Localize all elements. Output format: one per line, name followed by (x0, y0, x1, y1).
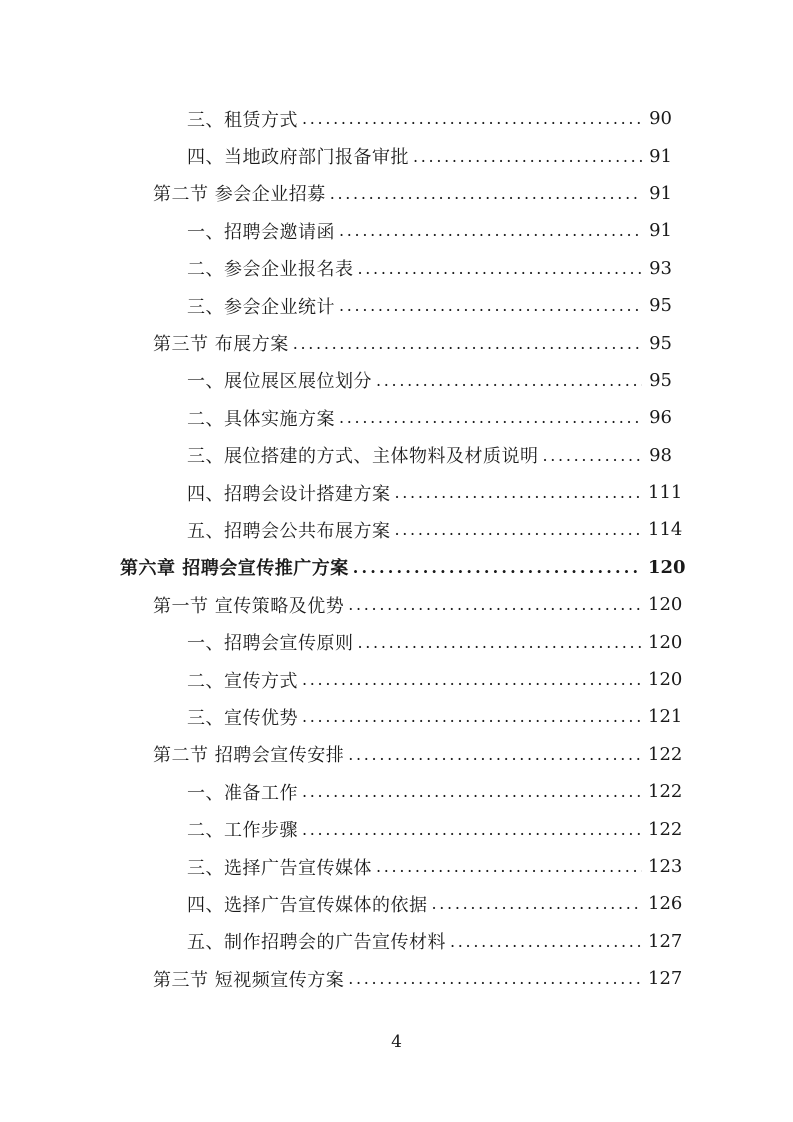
toc-entry-page: 90 (649, 108, 672, 130)
toc-section-entry[interactable] (0, 324, 793, 361)
toc-subsection-entry[interactable] (0, 362, 793, 399)
dot-leader (330, 184, 642, 203)
toc-entry-page: 120 (648, 631, 683, 653)
toc-entry-page: 91 (649, 220, 672, 242)
toc-entry-title: 二、具体实施方案 (187, 408, 335, 430)
toc-entry-page: 121 (648, 706, 683, 728)
toc-subsection-entry[interactable] (0, 623, 793, 660)
toc-entry-title: 三、展位搭建的方式、主体物料及材质说明 (187, 446, 539, 468)
toc-entry-page: 126 (648, 893, 683, 915)
toc-entry-page: 95 (649, 332, 672, 354)
toc-subsection-entry[interactable] (0, 287, 793, 324)
toc-entry-title: 三、选择广告宣传媒体 (187, 857, 372, 879)
toc-entry-title: 第三节 布展方案 (153, 334, 289, 356)
toc-subsection-entry[interactable] (0, 885, 793, 922)
toc-entry-title: 三、租赁方式 (187, 109, 298, 131)
page-number: 4 (391, 1032, 402, 1052)
toc-entry-title: 一、展位展区展位划分 (187, 371, 372, 393)
dot-leader (450, 932, 642, 951)
dot-leader (339, 408, 642, 427)
toc-entry-title: 二、参会企业报名表 (187, 259, 354, 281)
toc-chapter-entry[interactable] (0, 549, 793, 586)
toc-subsection-entry[interactable] (0, 399, 793, 436)
dot-leader (376, 371, 642, 390)
toc-entry-title: 第三节 短视频宣传方案 (153, 969, 345, 991)
toc-entry-title: 一、准备工作 (187, 782, 298, 804)
toc-subsection-entry[interactable] (0, 212, 793, 249)
toc-entry-page: 91 (649, 182, 672, 204)
toc-section-entry[interactable] (0, 736, 793, 773)
toc-entry-page: 96 (649, 407, 672, 429)
toc-entry-title: 一、招聘会邀请函 (187, 221, 335, 243)
toc-entry-page: 93 (649, 257, 672, 279)
toc-entry-page: 91 (649, 145, 672, 167)
dot-leader (348, 595, 642, 614)
toc-subsection-entry[interactable] (0, 698, 793, 735)
dot-leader (302, 109, 642, 128)
toc-entry-title: 第二节 参会企业招募 (153, 184, 326, 206)
dot-leader (302, 782, 642, 801)
toc-entry-page: 123 (648, 856, 683, 877)
toc-entry-title: 四、招聘会设计搭建方案 (187, 483, 391, 505)
toc-subsection-entry[interactable] (0, 474, 793, 511)
toc-entry-title: 四、选择广告宣传媒体的依据 (187, 894, 428, 916)
dot-leader (432, 894, 643, 913)
dot-leader (348, 745, 642, 764)
toc-subsection-entry[interactable] (0, 511, 793, 548)
toc-entry-page: 95 (649, 295, 672, 317)
dot-leader (302, 820, 642, 839)
dot-leader (358, 259, 643, 278)
toc-entry-page: 120 (648, 556, 686, 578)
toc-entry-page: 111 (648, 482, 683, 504)
toc-entry-page: 122 (648, 818, 683, 840)
toc-section-entry[interactable] (0, 960, 793, 997)
dot-leader (302, 670, 642, 689)
toc-entry-title: 第一节 宣传策略及优势 (153, 595, 345, 617)
toc-entry-title: 第二节 招聘会宣传安排 (153, 745, 345, 767)
dot-leader (339, 296, 642, 315)
toc-subsection-entry[interactable] (0, 810, 793, 847)
toc-section-entry[interactable] (0, 586, 793, 623)
toc-entry-title: 第六章 招聘会宣传推广方案 (120, 558, 349, 580)
toc-entry-title: 三、参会企业统计 (187, 296, 335, 318)
toc-entry-page: 120 (648, 594, 683, 616)
toc-entry-title: 二、工作步骤 (187, 820, 298, 842)
toc-subsection-entry[interactable] (0, 437, 793, 474)
toc-subsection-entry[interactable] (0, 661, 793, 698)
toc-entry-title: 四、当地政府部门报备审批 (187, 147, 409, 169)
toc-subsection-entry[interactable] (0, 773, 793, 810)
dot-leader (413, 147, 642, 166)
dot-leader (353, 558, 642, 577)
dot-leader (376, 857, 642, 876)
toc-subsection-entry[interactable] (0, 250, 793, 287)
toc-entry-page: 120 (648, 669, 683, 691)
toc-subsection-entry[interactable] (0, 923, 793, 960)
toc-entry-title: 二、宣传方式 (187, 670, 298, 692)
toc-entry-page: 122 (648, 781, 683, 803)
toc-entry-page: 122 (648, 743, 683, 765)
dot-leader (293, 334, 642, 353)
toc-entry-page: 114 (648, 519, 683, 541)
dot-leader (543, 446, 643, 465)
dot-leader (339, 221, 642, 240)
toc-entry-title: 五、招聘会公共布展方案 (187, 520, 391, 542)
toc-entry-title: 五、制作招聘会的广告宣传材料 (187, 932, 446, 954)
dot-leader (358, 633, 643, 652)
dot-leader (302, 707, 642, 726)
toc-entry-page: 98 (649, 444, 672, 466)
toc-entry-page: 127 (648, 968, 683, 990)
dot-leader (395, 520, 643, 539)
table-of-contents (0, 100, 793, 997)
toc-section-entry[interactable] (0, 175, 793, 212)
toc-subsection-entry[interactable] (0, 100, 793, 137)
toc-entry-title: 三、宣传优势 (187, 707, 298, 729)
toc-entry-page: 95 (649, 369, 672, 391)
toc-subsection-entry[interactable] (0, 137, 793, 174)
dot-leader (395, 483, 643, 502)
dot-leader (348, 969, 642, 988)
toc-entry-page: 127 (648, 930, 683, 952)
toc-entry-title: 一、招聘会宣传原则 (187, 633, 354, 655)
toc-subsection-entry[interactable] (0, 848, 793, 885)
